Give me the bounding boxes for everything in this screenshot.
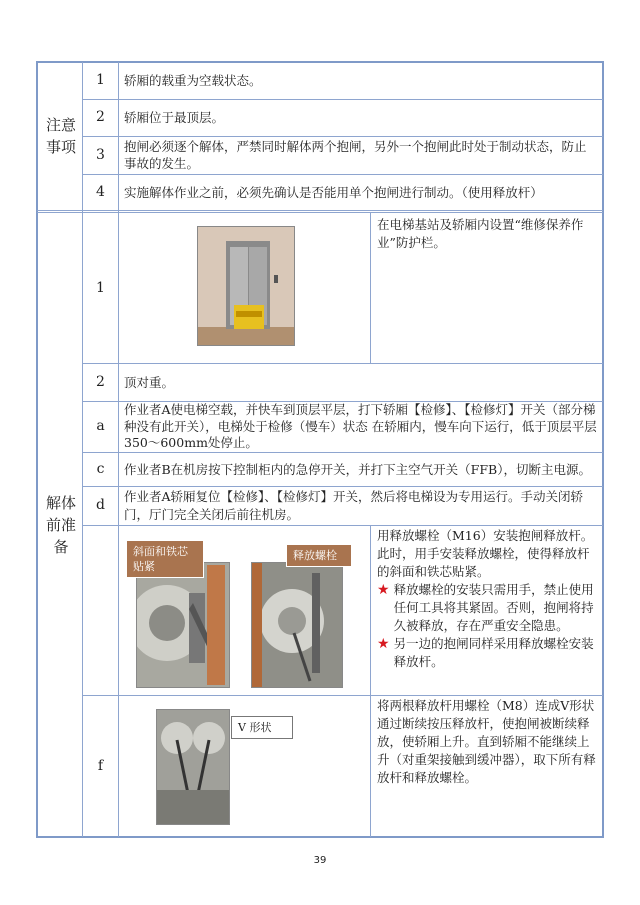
note-number: 3 — [96, 146, 105, 163]
step-text: 作业者A使电梯空载，并快车到顶层平层，打下轿厢【检修】、【检修灯】开关（部分梯种没有此开关），电梯处于检修（慢车）状态 在轿厢内，慢车向下运行，低于顶层平层350～600mm处停止。 — [124, 402, 597, 450]
step-number: 2 — [96, 373, 105, 390]
step-text: 将两根释放杆用螺栓（M8）连成Ⅴ形状通过断续按压释放杆，使抱闸被断续释放，使轿厢上升。直到轿厢不能继续上升（对重架接触到缓冲器），取下所有释放杆和释放螺栓。 — [377, 698, 596, 785]
v-shape-photo — [156, 709, 230, 825]
step-number: 1 — [96, 279, 105, 296]
step-text: 顶对重。 — [124, 374, 175, 390]
step-text: 作业者B在机房按下控制柜内的急停开关，并打下主空气开关（FFB），切断主电源。 — [124, 461, 591, 477]
callout-release-bolt: 释放螺栓 — [286, 544, 352, 567]
star-icon: ★ — [377, 636, 390, 652]
step-number: a — [96, 418, 105, 434]
notes-section-title: 注意事项 — [45, 116, 76, 156]
page-number: 39 — [313, 855, 327, 866]
brake-release-photo-right — [251, 562, 343, 688]
step-number: f — [97, 757, 104, 774]
warning-text: 释放螺栓的安装只需用手，禁止使用任何工具将其紧固。否则，抱闸将持久被释放，存在严重安全隐患。 — [393, 582, 594, 633]
step-text: 在电梯基站及轿厢内设置“维修保养作业”防护栏。 — [377, 217, 584, 250]
note-number: 1 — [96, 72, 105, 88]
note-text: 轿厢的载重为空载状态。 — [124, 73, 262, 88]
note-text: 抱闸必须逐个解体，严禁同时解体两个抱闸，另外一个抱闸此时处于制动状态，防止事故的发生。 — [124, 139, 587, 171]
prep-section-title: 解体前准备 — [45, 494, 76, 556]
brake-release-photo-left — [136, 562, 230, 688]
callout-v-shape: V 形状 — [231, 716, 293, 739]
elevator-door-photo — [197, 226, 295, 346]
step-number: c — [96, 460, 105, 477]
step-text: 作业者A轿厢复位【检修】、【检修灯】开关，然后将电梯设为专用运行。手动关闭轿门，厅门完全关闭后前往机房。 — [124, 489, 584, 522]
step-number: d — [96, 497, 105, 513]
warning-item — [377, 581, 597, 635]
step-e-description — [371, 525, 603, 695]
note-number: 4 — [96, 183, 105, 200]
warning-item — [377, 635, 597, 671]
step-text: 用释放螺栓（M16）安装抱闸释放杆。此时，用手安装释放螺栓，使得释放杆的斜面和铁芯贴紧。 — [377, 528, 594, 579]
note-text: 实施解体作业之前，必须先确认是否能用单个抱闸进行制动。（使用释放杆） — [124, 184, 543, 200]
callout-bevel: 斜面和铁芯贴紧 — [126, 540, 204, 578]
note-number: 2 — [96, 109, 105, 125]
step-number — [83, 525, 118, 695]
star-icon: ★ — [377, 582, 390, 598]
note-text: 轿厢位于最顶层。 — [124, 110, 225, 125]
warning-text: 另一边的抱闸同样采用释放螺栓安装释放杆。 — [393, 636, 594, 669]
